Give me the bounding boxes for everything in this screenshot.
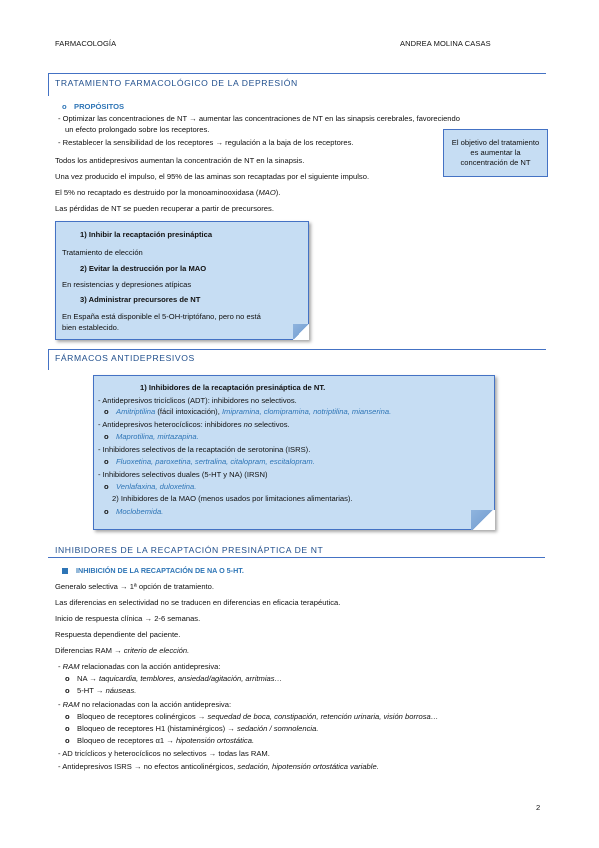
- paragraph-1: Todos los antidepresivos aumentan la concentración de NT en la sinapsis.: [55, 156, 305, 165]
- header-right: ANDREA MOLINA CASAS: [400, 39, 491, 48]
- drug-class-irsn: - Inhibidores selectivos duales (5-HT y NA) (IRSN): [98, 470, 268, 479]
- strategy-text-1: Tratamiento de elección: [62, 248, 143, 257]
- circle-bullet-icon: o: [104, 482, 109, 491]
- drug-list-adt: o Amitriptilina (fácil intoxicación), Imipramina, clomipramina, notriptilina, mianserina.: [104, 407, 392, 416]
- circle-bullet-icon: o: [65, 724, 70, 733]
- strategy-text-3a: En España está disponible el 5-OH-triptófano, pero no está: [62, 312, 261, 321]
- callout-line-3: concentración de NT: [460, 158, 531, 167]
- drug-group-2: 2) Inhibidores de la MAO (menos usados por limitaciones alimentarias).: [112, 494, 353, 503]
- inh-paragraph-3: Inicio de respuesta clínica → 2-6 semanas.: [55, 614, 201, 623]
- ram-isrs: - Antidepresivos ISRS → no efectos anticolinérgicos, sedación, hipotensión ortostática variable.: [58, 762, 379, 771]
- purpose-line-1: - Optimizar las concentraciones de NT → aumentar las concentraciones de NT en las sinapsis cerebrales, favoreciendo: [58, 114, 460, 123]
- callout-line-1: El objetivo del tratamiento: [451, 138, 540, 147]
- drug-list-imao: o Moclobemida.: [104, 507, 164, 516]
- purpose-line-2: - Restablecer la sensibilidad de los receptores → regulación a la baja de los receptores.: [58, 138, 354, 147]
- paragraph-4: Las pérdidas de NT se pueden recuperar a partir de precursores.: [55, 204, 274, 213]
- section-title-treatment: TRATAMIENTO FARMACOLÓGICO DE LA DEPRESIÓN: [55, 78, 298, 88]
- drug-class-isrs: - Inhibidores selectivos de la recaptación de serotonina (ISRS).: [98, 445, 311, 454]
- drug-list-isrs: o Fluoxetina, paroxetina, sertralina, citalopram, escitalopram.: [104, 457, 315, 466]
- square-bullet-icon: [62, 568, 68, 574]
- drug-class-hetero: - Antidepresivos heterocíclicos: inhibidores no selectivos.: [98, 420, 290, 429]
- inh-paragraph-4: Respuesta dependiente del paciente.: [55, 630, 181, 639]
- circle-bullet-icon: o: [104, 432, 109, 441]
- folded-corner-icon: [471, 510, 495, 530]
- section-title-inhibitors: INHIBIDORES DE LA RECAPTACIÓN PRESINÁPTICA DE NT: [55, 545, 324, 555]
- circle-bullet-icon: o: [62, 102, 67, 111]
- callout-box: [443, 129, 548, 177]
- ram-adt: - AD tricíclicos y heterocíclicos no selectivos → todas las RAM.: [58, 749, 270, 758]
- circle-bullet-icon: o: [65, 712, 70, 721]
- ram-non-antidepressant: - RAM no relacionadas con la acción antidepresiva:: [58, 700, 232, 709]
- subsection-inhibition: INHIBICIÓN DE LA RECAPTACIÓN DE NA O 5-HT.: [62, 566, 244, 576]
- ram-item-5ht: o 5-HT → náuseas.: [65, 686, 137, 695]
- purpose-line-1b: un efecto prolongado sobre los receptores.: [65, 125, 210, 134]
- subsection-propositos: o PROPÓSITOS: [62, 102, 125, 111]
- circle-bullet-icon: o: [104, 457, 109, 466]
- ram-antidepressant: - RAM relacionadas con la acción antidepresiva:: [58, 662, 221, 671]
- inh-paragraph-5: Diferencias RAM → criterio de elección.: [55, 646, 190, 655]
- inh-paragraph-2: Las diferencias en selectividad no se traducen en diferencias en eficacia terapéutica.: [55, 598, 341, 607]
- drug-list-irsn: o Venlafaxina, duloxetina.: [104, 482, 197, 491]
- page-number: 2: [536, 803, 541, 812]
- circle-bullet-icon: o: [104, 407, 109, 416]
- ram-item-histamine: o Bloqueo de receptores H1 (histaminérgicos) → sedación / somnolencia.: [65, 724, 319, 733]
- header-left: FARMACOLOGÍA: [55, 39, 117, 48]
- strategy-text-3b: bien establecido.: [62, 323, 119, 332]
- paragraph-2: Una vez producido el impulso, el 95% de las aminas son recaptadas por el siguiente impulso.: [55, 172, 370, 181]
- drug-class-adt: - Antidepresivos tricíclicos (ADT): inhibidores no selectivos.: [98, 396, 297, 405]
- ram-item-cholinergic: o Bloqueo de receptores colinérgicos → sequedad de boca, constipación, retención urinaria, visión borrosa…: [65, 712, 439, 721]
- ram-item-alpha1: o Bloqueo de receptores α1 → hipotensión ortostática.: [65, 736, 255, 745]
- strategy-text-2: En resistencias y depresiones atípicas: [62, 280, 192, 289]
- strategy-item-1: 1) Inhibir la recaptación presináptica: [80, 230, 213, 239]
- drug-list-hetero: o Maprotilina, mirtazapina.: [104, 432, 199, 441]
- callout-line-2: es aumentar la: [470, 148, 521, 157]
- circle-bullet-icon: o: [104, 507, 109, 516]
- strategy-item-3: 3) Administrar precursores de NT: [80, 295, 201, 304]
- circle-bullet-icon: o: [65, 736, 70, 745]
- circle-bullet-icon: o: [65, 686, 70, 695]
- section-title-drugs: FÁRMACOS ANTIDEPRESIVOS: [55, 353, 195, 363]
- section-divider: [48, 557, 545, 558]
- ram-item-na: o NA → taquicardia, temblores, ansiedad/agitación, arritmias…: [65, 674, 283, 683]
- inh-paragraph-1: Generalo selectiva → 1ª opción de tratamiento.: [55, 582, 214, 591]
- strategy-item-2: 2) Evitar la destrucción por la MAO: [80, 264, 207, 273]
- circle-bullet-icon: o: [65, 674, 70, 683]
- folded-corner-icon: [293, 324, 309, 340]
- drug-group-1: 1) Inhibidores de la recaptación presináptica de NT.: [140, 383, 326, 392]
- paragraph-3: El 5% no recaptado es destruido por la monoaminooxidasa (MAO).: [55, 188, 281, 197]
